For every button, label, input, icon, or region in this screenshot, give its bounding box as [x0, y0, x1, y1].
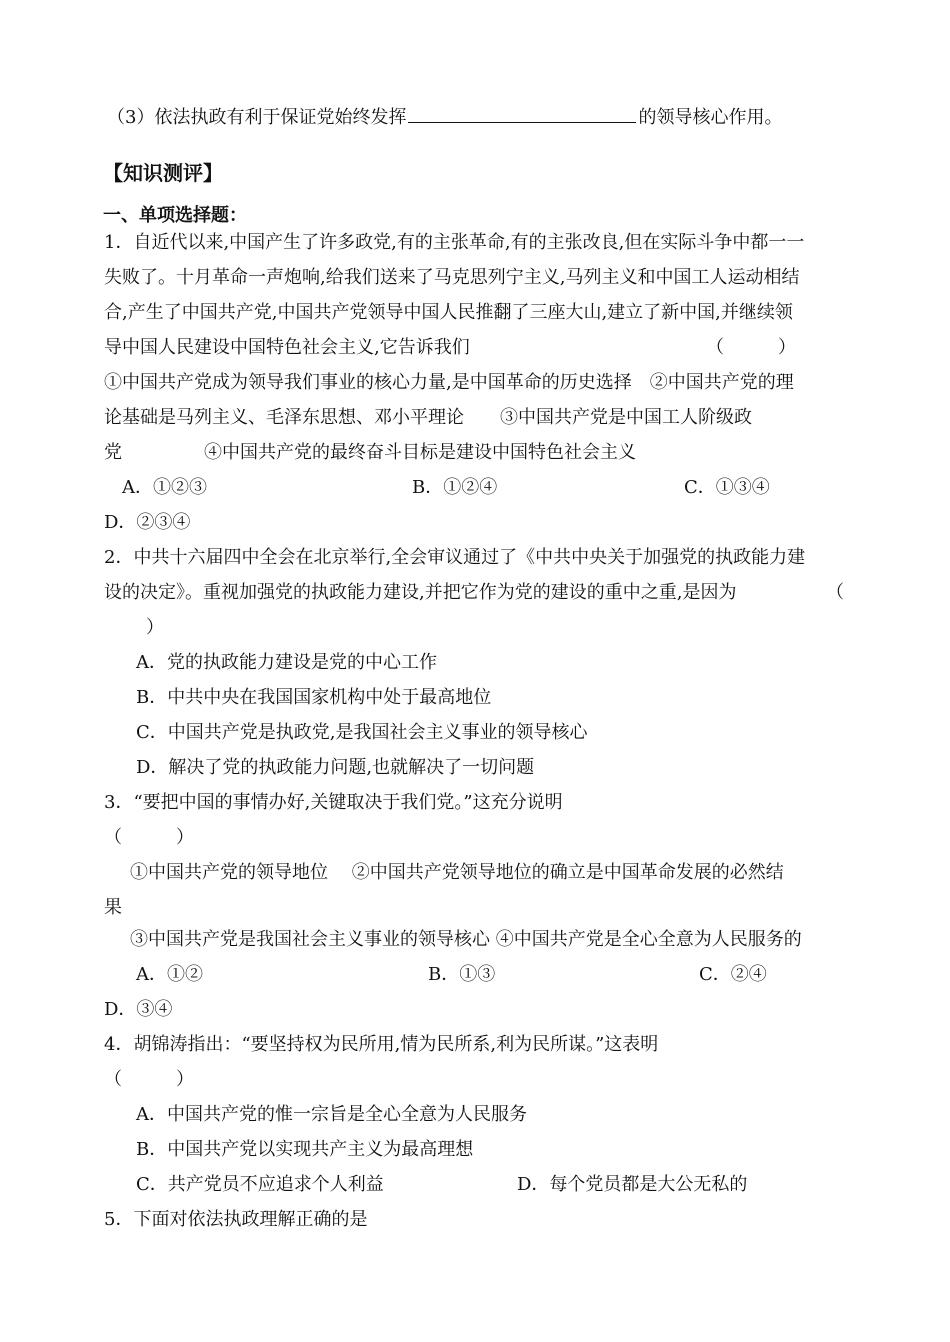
- q3-line-1: 3．“要把中国的事情办好,关键取决于我们党。”这充分说明: [104, 792, 563, 813]
- q3-statement-line-1b: 果: [104, 897, 122, 918]
- q1-line-3: 合,产生了中国共产党,中国共产党领导中国人民推翻了三座大山,建立了新中国,并继续领: [104, 302, 793, 323]
- part-title: 一、单项选择题：: [103, 205, 247, 226]
- q5-line-1: 5．下面对依法执政理解正确的是: [104, 1209, 368, 1230]
- q3-statement-line-1: ①中国共产党的领导地位 ②中国共产党领导地位的确立是中国革命发展的必然结: [130, 862, 784, 883]
- q1-line-2: 失败了。十月革命一声炮响,给我们送来了马克思列宁主义,马列主义和中国工人运动相结: [104, 267, 800, 288]
- q2-option-a[interactable]: A．党的执政能力建设是党的中心工作: [136, 652, 437, 673]
- fill-item-before: （3）依法执政有利于保证党始终发挥: [107, 107, 407, 128]
- q1-statement-line-2: 论基础是马列主义、毛泽东思想、邓小平理论 ③中国共产党是中国工人阶级政: [104, 407, 752, 428]
- fill-item-after: 的领导核心作用。: [638, 107, 783, 128]
- q1-option-d[interactable]: D．②③④: [104, 512, 191, 533]
- q1-option-c[interactable]: C．①③④: [684, 477, 770, 498]
- answer-blank[interactable]: [408, 104, 636, 123]
- q4-option-a[interactable]: A．中国共产党的惟一宗旨是全心全意为人民服务: [136, 1104, 527, 1125]
- q4-option-d[interactable]: D．每个党员都是大公无私的: [517, 1174, 748, 1195]
- q2-bracket-open[interactable]: （: [826, 582, 844, 603]
- q1-line-4: 导中国人民建设中国特色社会主义,它告诉我们: [104, 337, 470, 358]
- q3-option-c[interactable]: C．②④: [699, 964, 767, 985]
- q1-answer-bracket[interactable]: （ ）: [706, 337, 796, 358]
- q2-option-d[interactable]: D．解决了党的执政能力问题,也就解决了一切问题: [136, 757, 535, 778]
- q4-answer-bracket[interactable]: （ ）: [104, 1069, 194, 1090]
- q2-bracket-close[interactable]: ）: [146, 617, 164, 638]
- q4-line-1: 4．胡锦涛指出：“要坚持权为民所用,情为民所系,利为民所谋。”这表明: [104, 1034, 659, 1055]
- q2-line-2: 设的决定》。重视加强党的执政能力建设,并把它作为党的建设的重中之重,是因为: [104, 582, 737, 603]
- q1-statement-line-3b: ④中国共产党的最终奋斗目标是建设中国特色社会主义: [204, 442, 636, 463]
- q1-line-1: 1．自近代以来,中国产生了许多政党,有的主张革命,有的主张改良,但在实际斗争中都一一: [104, 232, 805, 253]
- q2-option-b[interactable]: B．中共中央在我国国家机构中处于最高地位: [136, 687, 492, 708]
- q4-option-b[interactable]: B．中国共产党以实现共产主义为最高理想: [136, 1139, 474, 1160]
- q3-option-a[interactable]: A．①②: [136, 964, 203, 985]
- q2-line-1: 2．中共十六届四中全会在北京举行,全会审议通过了《中共中央关于加强党的执政能力建: [104, 547, 806, 568]
- q1-option-a[interactable]: A．①②③: [122, 477, 207, 498]
- q3-statement-line-2: ③中国共产党是我国社会主义事业的领导核心 ④中国共产党是全心全意为人民服务的: [130, 929, 802, 950]
- q1-statement-line-3a: 党: [104, 442, 122, 463]
- q2-option-c[interactable]: C．中国共产党是执政党,是我国社会主义事业的领导核心: [136, 722, 588, 743]
- q3-option-b[interactable]: B．①③: [428, 964, 496, 985]
- section-title: 【知识测评】: [103, 161, 223, 185]
- fill-in-item-3: [107, 104, 782, 129]
- q1-statement-line-1: ①中国共产党成为领导我们事业的核心力量,是中国革命的历史选择 ②中国共产党的理: [104, 372, 794, 393]
- q1-option-b[interactable]: B．①②④: [412, 477, 498, 498]
- q3-option-d[interactable]: D．③④: [104, 999, 173, 1020]
- q3-answer-bracket[interactable]: （ ）: [104, 827, 194, 848]
- q4-option-c[interactable]: C．共产党员不应追求个人利益: [136, 1174, 384, 1195]
